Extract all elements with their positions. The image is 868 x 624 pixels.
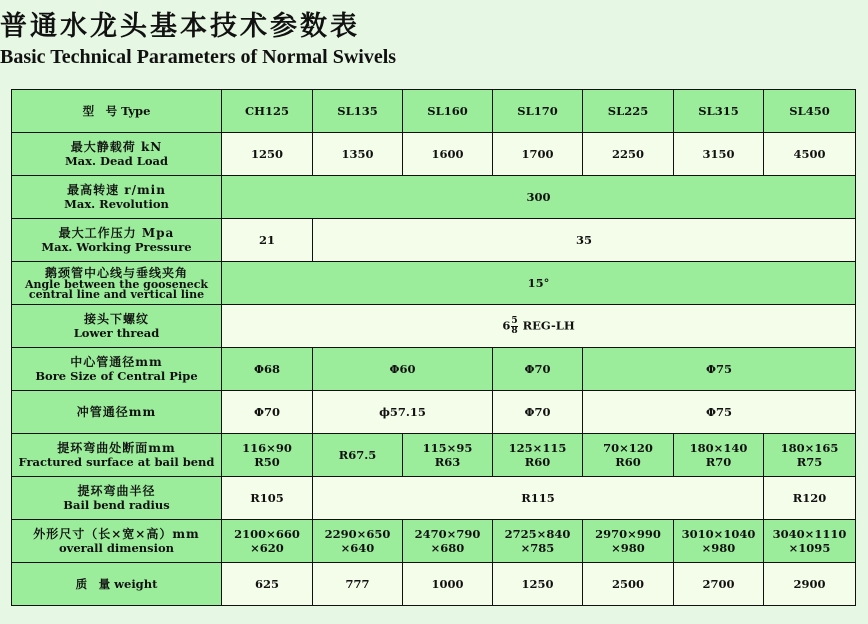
dimension-value-line: 2970×990 bbox=[595, 527, 661, 541]
bail-radius-value: R115 bbox=[313, 477, 764, 520]
washpipe-row bbox=[12, 391, 856, 434]
angle-value: 15° bbox=[222, 262, 856, 305]
bail-radius-value: R120 bbox=[764, 477, 856, 520]
page-title-english: Basic Technical Parameters of Normal Swivels bbox=[0, 46, 397, 68]
thread-label-en: Lower thread bbox=[73, 326, 160, 340]
thread-value bbox=[222, 305, 856, 348]
revolution-value: 300 bbox=[222, 176, 856, 219]
weight-value: 777 bbox=[313, 563, 403, 606]
dimension-value-line: 2100×660 bbox=[234, 527, 300, 541]
bail-radius-label-en: Bail bend radius bbox=[63, 498, 170, 512]
fractured-value bbox=[764, 434, 856, 477]
bore-value: Φ60 bbox=[313, 348, 493, 391]
dead-load-value: 1250 bbox=[222, 133, 313, 176]
pressure-label-cn: 最大工作压力 Mpa bbox=[58, 226, 175, 240]
bore-value: Φ68 bbox=[222, 348, 313, 391]
dead-load-value: 3150 bbox=[674, 133, 764, 176]
fractured-value bbox=[674, 434, 764, 477]
bore-value: Φ70 bbox=[493, 348, 583, 391]
dimension-value-line: ×640 bbox=[340, 541, 375, 555]
dead-load-label bbox=[12, 133, 222, 176]
dimension-value-line: ×980 bbox=[701, 541, 736, 555]
pressure-label bbox=[12, 219, 222, 262]
washpipe-label bbox=[12, 391, 222, 434]
dimension-value-line: 2725×840 bbox=[504, 527, 571, 541]
thread-denominator: 8 bbox=[511, 325, 518, 336]
dead-load-value: 2250 bbox=[583, 133, 674, 176]
bail-radius-value: R105 bbox=[222, 477, 313, 520]
weight-row bbox=[12, 563, 856, 606]
parameters-table bbox=[11, 89, 856, 606]
dimension-value-line: ×680 bbox=[430, 541, 465, 555]
model-ch125: CH125 bbox=[222, 90, 313, 133]
fractured-value bbox=[222, 434, 313, 477]
fractured-value-line: 116×90 bbox=[242, 441, 292, 455]
dimension-value bbox=[403, 520, 493, 563]
weight-label: 质 量 weight bbox=[12, 563, 222, 606]
dead-load-label-en: Max. Dead Load bbox=[64, 154, 169, 168]
dead-load-value: 4500 bbox=[764, 133, 856, 176]
dead-load-row bbox=[12, 133, 856, 176]
model-sl160: SL160 bbox=[403, 90, 493, 133]
angle-label-en-line1: Angle between the gooseneck bbox=[24, 278, 209, 291]
washpipe-value: Φ75 bbox=[583, 391, 856, 434]
pressure-label-en: Max. Working Pressure bbox=[41, 240, 192, 254]
bore-row bbox=[12, 348, 856, 391]
washpipe-label-cn: 冲管通径mm bbox=[76, 405, 157, 419]
dimension-value-line: 2470×790 bbox=[414, 527, 481, 541]
weight-value: 1000 bbox=[403, 563, 493, 606]
angle-label-en-line2: central line and vertical line bbox=[28, 288, 205, 301]
model-sl225: SL225 bbox=[583, 90, 674, 133]
fractured-value-line: 115×95 bbox=[422, 441, 473, 455]
type-header-label: 型 号 Type bbox=[12, 90, 222, 133]
dimension-value bbox=[674, 520, 764, 563]
fractured-value bbox=[493, 434, 583, 477]
fractured-value-line: R70 bbox=[705, 455, 732, 469]
dimension-label-cn: 外形尺寸（长×宽×高）mm bbox=[33, 527, 200, 541]
weight-value: 2700 bbox=[674, 563, 764, 606]
washpipe-value: ϕ57.15 bbox=[313, 391, 493, 434]
angle-label-cn: 鹅颈管中心线与垂线夹角 bbox=[44, 266, 188, 280]
dimension-value-line: 3040×1110 bbox=[772, 527, 847, 541]
bore-label bbox=[12, 348, 222, 391]
header-row bbox=[12, 90, 856, 133]
dimension-value-line: ×1095 bbox=[788, 541, 831, 555]
weight-value: 625 bbox=[222, 563, 313, 606]
dead-load-value: 1350 bbox=[313, 133, 403, 176]
pressure-value-ch125: 21 bbox=[222, 219, 313, 262]
revolution-label-en: Max. Revolution bbox=[64, 197, 169, 211]
thread-row bbox=[12, 305, 856, 348]
dead-load-value: 1600 bbox=[403, 133, 493, 176]
bail-radius-label-cn: 提环弯曲半径 bbox=[77, 484, 156, 498]
fractured-value-line: 180×140 bbox=[689, 441, 748, 455]
pressure-row bbox=[12, 219, 856, 262]
dimension-value bbox=[493, 520, 583, 563]
bail-radius-row bbox=[12, 477, 856, 520]
fractured-value-line: 70×120 bbox=[603, 441, 653, 455]
fractured-label-cn: 提环弯曲处断面mm bbox=[57, 441, 176, 455]
revolution-label bbox=[12, 176, 222, 219]
dimension-value-line: ×785 bbox=[520, 541, 555, 555]
dimension-value bbox=[313, 520, 403, 563]
weight-value: 2900 bbox=[764, 563, 856, 606]
washpipe-value: Φ70 bbox=[222, 391, 313, 434]
dimension-value bbox=[583, 520, 674, 563]
model-sl170: SL170 bbox=[493, 90, 583, 133]
bore-label-en: Bore Size of Central Pipe bbox=[35, 369, 198, 383]
fractured-value-line: R60 bbox=[524, 455, 551, 469]
fractured-value-line: R75 bbox=[796, 455, 823, 469]
angle-label bbox=[12, 262, 222, 305]
dimension-value-line: 3010×1040 bbox=[681, 527, 756, 541]
fractured-label-en: Fractured surface at bail bend bbox=[18, 455, 215, 469]
fractured-value-line: R50 bbox=[254, 455, 280, 469]
model-sl450: SL450 bbox=[764, 90, 856, 133]
dimension-value bbox=[764, 520, 856, 563]
dimension-value bbox=[222, 520, 313, 563]
thread-suffix: REG-LH bbox=[518, 318, 575, 332]
revolution-row bbox=[12, 176, 856, 219]
thread-label bbox=[12, 305, 222, 348]
dead-load-value: 1700 bbox=[493, 133, 583, 176]
fractured-row bbox=[12, 434, 856, 477]
weight-value: 2500 bbox=[583, 563, 674, 606]
thread-label-cn: 接头下螺纹 bbox=[83, 312, 149, 326]
fractured-value-line: R63 bbox=[434, 455, 461, 469]
fractured-value bbox=[583, 434, 674, 477]
dimension-value-line: ×620 bbox=[250, 541, 284, 555]
thread-numerator: 5 bbox=[511, 315, 518, 326]
page-title-chinese: 普通水龙头基本技术参数表 bbox=[0, 11, 360, 42]
dimension-label-en: overall dimension bbox=[58, 541, 175, 555]
fractured-value-line: R67.5 bbox=[338, 448, 377, 462]
thread-fraction bbox=[511, 317, 517, 336]
fractured-label bbox=[12, 434, 222, 477]
fractured-value-line: 125×115 bbox=[508, 441, 567, 455]
bore-label-cn: 中心管通径mm bbox=[70, 355, 163, 369]
pressure-value-others: 35 bbox=[313, 219, 856, 262]
model-sl135: SL135 bbox=[313, 90, 403, 133]
bore-value: Φ75 bbox=[583, 348, 856, 391]
dead-load-label-cn: 最大静载荷 kN bbox=[70, 140, 163, 154]
fractured-value bbox=[313, 434, 403, 477]
bail-radius-label bbox=[12, 477, 222, 520]
fractured-value-line: R60 bbox=[615, 455, 641, 469]
dimension-value-line: ×980 bbox=[611, 541, 645, 555]
weight-value: 1250 bbox=[493, 563, 583, 606]
dimension-value-line: 2290×650 bbox=[324, 527, 391, 541]
angle-row bbox=[12, 262, 856, 305]
dimension-label bbox=[12, 520, 222, 563]
dimension-row bbox=[12, 520, 856, 563]
fractured-value bbox=[403, 434, 493, 477]
washpipe-value: Φ70 bbox=[493, 391, 583, 434]
fractured-value-line: 180×165 bbox=[780, 441, 839, 455]
model-sl315: SL315 bbox=[674, 90, 764, 133]
thread-whole: 6 bbox=[502, 318, 511, 332]
revolution-label-cn: 最高转速 r/min bbox=[67, 183, 166, 197]
